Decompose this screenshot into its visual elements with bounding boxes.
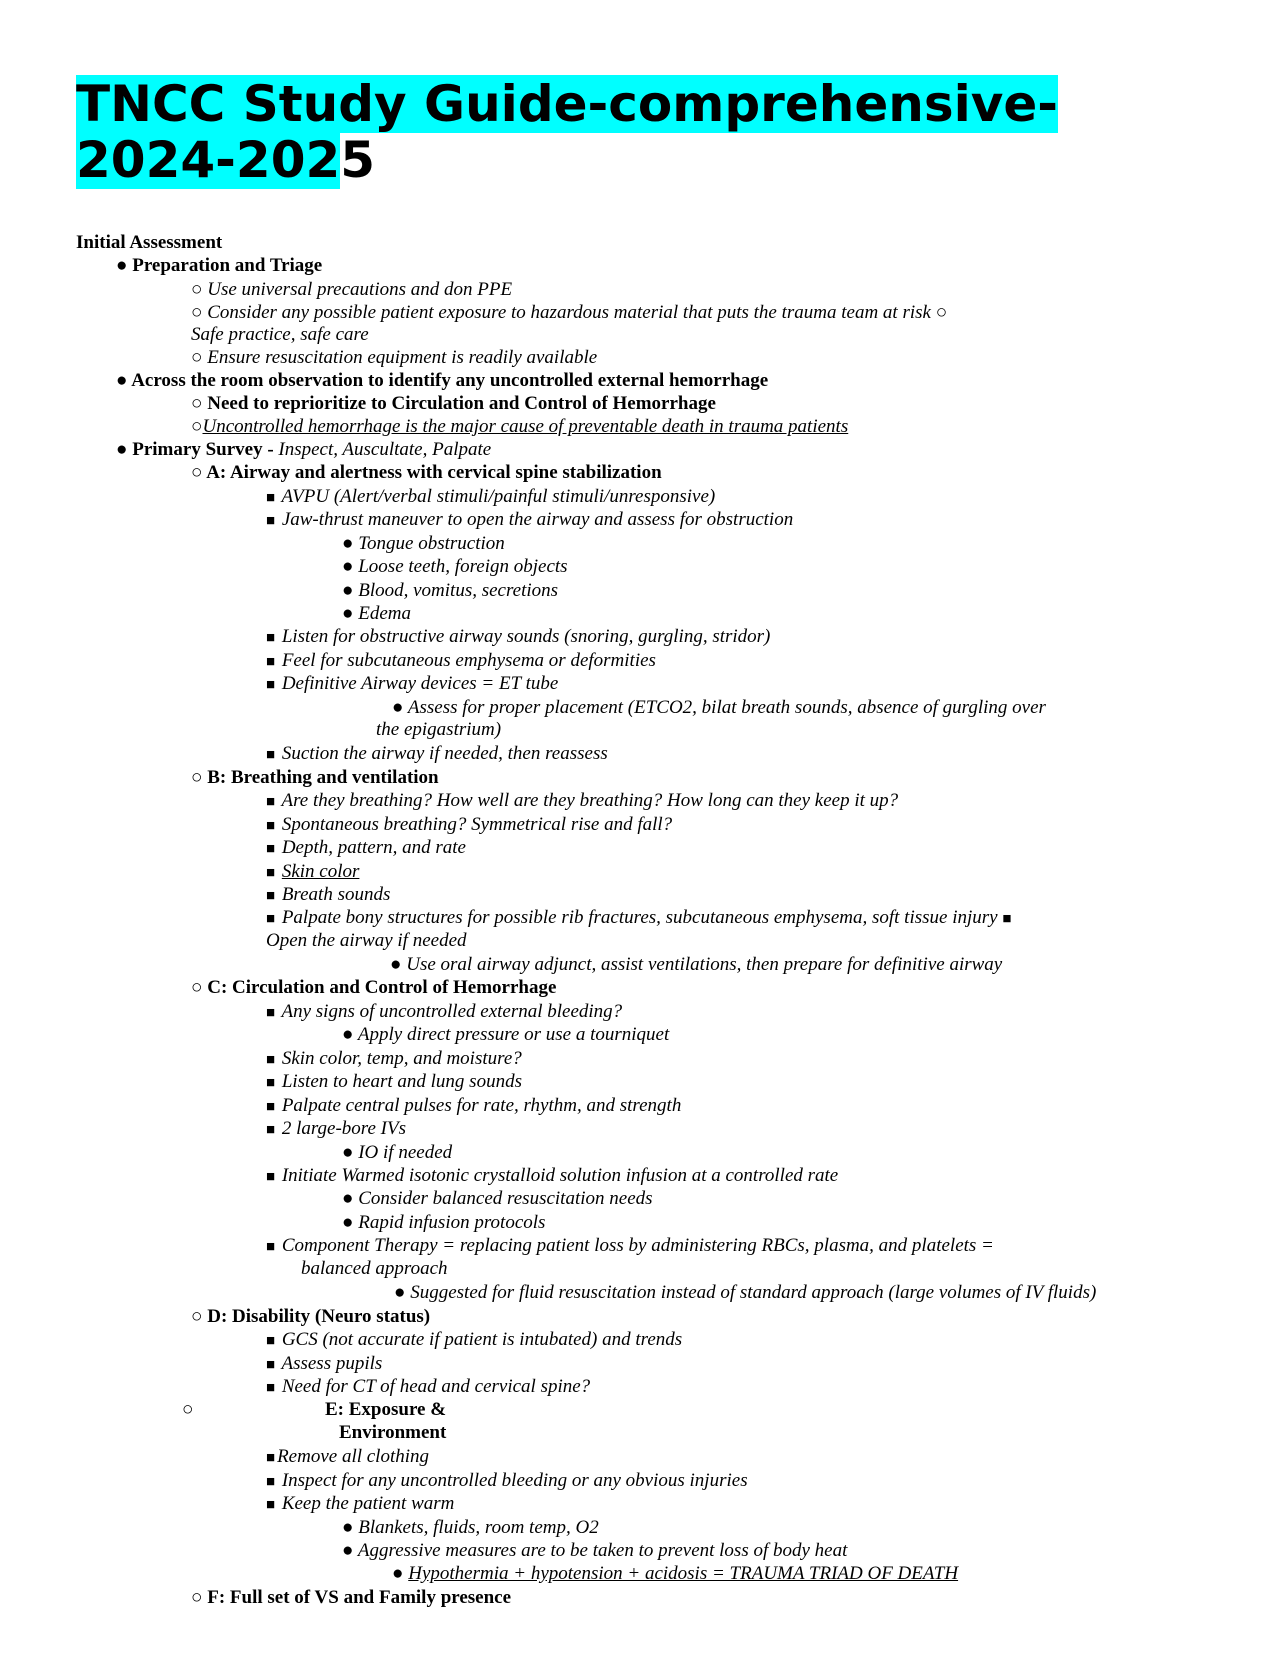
- list-item: ■ Keep the patient warm: [266, 1493, 455, 1514]
- list-item: ■ Definitive Airway devices = ET tube: [266, 673, 559, 694]
- list-item: ○ Ensure resuscitation equipment is readily available: [191, 347, 598, 368]
- section-heading: Initial Assessment: [76, 232, 223, 253]
- list-item: ■ Any signs of uncontrolled external bleeding?: [266, 1001, 623, 1022]
- list-item: ■ Feel for subcutaneous emphysema or deformities: [266, 650, 656, 671]
- list-item: the epigastrium): [376, 719, 502, 740]
- list-item: ● Hypothermia + hypotension + acidosis = TRAUMA TRIAD OF DEATH: [392, 1563, 959, 1584]
- list-item: ■ Depth, pattern, and rate: [266, 837, 466, 858]
- list-item: ● Apply direct pressure or use a tourniquet: [342, 1024, 670, 1045]
- list-item: Environment: [339, 1422, 447, 1443]
- list-item: ● Primary Survey - Inspect, Auscultate, Palpate: [116, 439, 492, 460]
- list-item: ● Across the room observation to identify any uncontrolled external hemorrhage: [116, 370, 769, 391]
- list-item: ○ Need to reprioritize to Circulation and Control of Hemorrhage: [191, 393, 716, 414]
- list-item: ■ Component Therapy = replacing patient loss by administering RBCs, plasma, and platelets =: [266, 1235, 994, 1256]
- list-item: ■ Are they breathing? How well are they breathing? How long can they keep it up?: [266, 790, 899, 811]
- list-item: ● Loose teeth, foreign objects: [342, 556, 568, 577]
- list-item: ■ Jaw-thrust maneuver to open the airway and assess for obstruction: [266, 509, 794, 530]
- list-item: ○ Use universal precautions and don PPE: [191, 279, 513, 300]
- list-item: ■ Skin color, temp, and moisture?: [266, 1048, 522, 1069]
- title-highlight: TNCC Study Guide-comprehensive- 2024-202: [76, 75, 1058, 189]
- list-item: E: Exposure &: [325, 1399, 447, 1420]
- list-item: ■ Spontaneous breathing? Symmetrical rise and fall?: [266, 814, 673, 835]
- list-item: ○ C: Circulation and Control of Hemorrhage: [191, 977, 557, 998]
- list-item: ○Uncontrolled hemorrhage is the major cause of preventable death in trauma patients: [191, 416, 849, 437]
- list-item: ● Blankets, fluids, room temp, O2: [342, 1517, 599, 1538]
- list-item: ● Preparation and Triage: [116, 255, 323, 276]
- list-bullet: ○: [182, 1399, 194, 1420]
- list-item: ■ Palpate bony structures for possible rib fractures, subcutaneous emphysema, soft tissue injury ■: [266, 907, 1012, 928]
- list-item: Open the airway if needed: [266, 930, 467, 951]
- list-item: ■ Assess pupils: [266, 1353, 383, 1374]
- list-item: ■ GCS (not accurate if patient is intubated) and trends: [266, 1329, 683, 1350]
- list-item: ■ Breath sounds: [266, 884, 391, 905]
- list-item: ■ Skin color: [266, 861, 360, 882]
- list-item: ● Use oral airway adjunct, assist ventilations, then prepare for definitive airway: [390, 954, 1003, 975]
- title-rest: 5: [340, 131, 376, 189]
- list-item: ■ 2 large-bore IVs: [266, 1118, 406, 1139]
- list-item: ● Assess for proper placement (ETCO2, bilat breath sounds, absence of gurgling over: [392, 697, 1046, 718]
- list-item: ○ D: Disability (Neuro status): [191, 1306, 431, 1327]
- list-item: ■ Inspect for any uncontrolled bleeding or any obvious injuries: [266, 1470, 748, 1491]
- document-title: [76, 76, 1076, 188]
- list-item: ■ Remove all clothing: [266, 1446, 430, 1467]
- list-item: ○ B: Breathing and ventilation: [191, 767, 439, 788]
- list-item: ● Rapid infusion protocols: [342, 1212, 546, 1233]
- list-item: ● Edema: [342, 603, 411, 624]
- list-item: ■ Palpate central pulses for rate, rhythm, and strength: [266, 1095, 682, 1116]
- list-item: ■ Listen to heart and lung sounds: [266, 1071, 522, 1092]
- list-item: ■ Initiate Warmed isotonic crystalloid solution infusion at a controlled rate: [266, 1165, 839, 1186]
- list-item: ● Tongue obstruction: [342, 533, 505, 554]
- list-item: ● Consider balanced resuscitation needs: [342, 1188, 653, 1209]
- list-item: ● Suggested for fluid resuscitation instead of standard approach (large volumes of IV fluids): [394, 1282, 1097, 1303]
- list-item: ● IO if needed: [342, 1142, 453, 1163]
- list-item: ■ Need for CT of head and cervical spine?: [266, 1376, 591, 1397]
- list-item: ○ Consider any possible patient exposure to hazardous material that puts the trauma team at risk ○: [191, 302, 948, 323]
- list-item: ■ Suction the airway if needed, then reassess: [266, 743, 608, 764]
- list-item: ■ AVPU (Alert/verbal stimuli/painful stimuli/unresponsive): [266, 486, 716, 507]
- list-item: ■ Listen for obstructive airway sounds (snoring, gurgling, stridor): [266, 626, 771, 647]
- list-item: ○ F: Full set of VS and Family presence: [191, 1587, 512, 1608]
- list-item: ● Aggressive measures are to be taken to prevent loss of body heat: [342, 1540, 848, 1561]
- list-item: ○ A: Airway and alertness with cervical spine stabilization: [191, 462, 662, 483]
- list-item: Safe practice, safe care: [191, 324, 369, 345]
- list-item: balanced approach: [301, 1258, 448, 1279]
- list-item: ● Blood, vomitus, secretions: [342, 580, 559, 601]
